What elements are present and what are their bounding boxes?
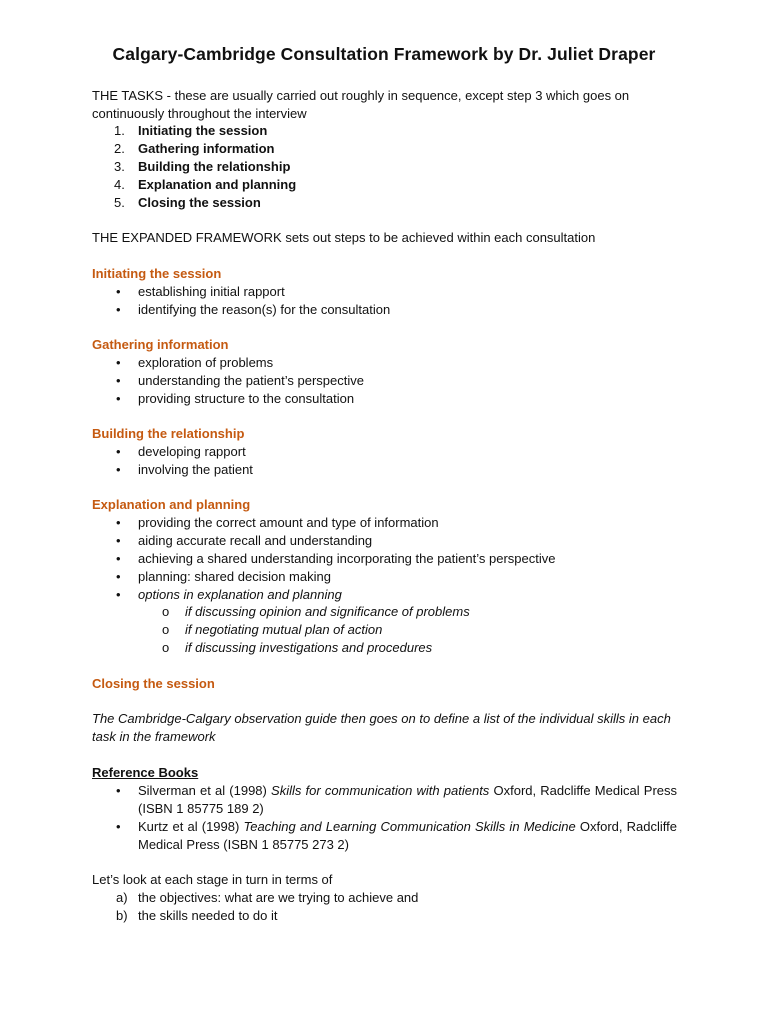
tasks-intro: THE TASKS - these are usually carried out roughly in sequence, except step 3 which goes on continuously throughout the interview <box>92 88 630 121</box>
bullet-glyph: • <box>116 373 121 388</box>
bullet-glyph: • <box>116 587 121 602</box>
section-heading: Building the relationship <box>92 426 245 441</box>
task-number: 4. <box>114 177 125 192</box>
list-item: providing structure to the consultation <box>138 391 355 406</box>
reference-title: Teaching and Learning Communication Skills in Medicine <box>243 819 576 834</box>
list-item: establishing initial rapport <box>138 284 285 299</box>
expanded-intro: THE EXPANDED FRAMEWORK sets out steps to be achieved within each consultation <box>92 230 596 245</box>
closing-item: the skills needed to do it <box>138 908 278 923</box>
reference-item <box>138 818 677 854</box>
sub-list-item: if negotiating mutual plan of action <box>185 622 383 637</box>
sub-bullet-glyph: o <box>162 604 170 619</box>
section-heading: Gathering information <box>92 337 229 352</box>
list-item: identifying the reason(s) for the consultation <box>138 302 391 317</box>
task-number: 3. <box>114 159 125 174</box>
bullet-glyph: • <box>116 444 121 459</box>
task-item: Initiating the session <box>138 123 268 138</box>
task-item: Closing the session <box>138 195 261 210</box>
list-item: developing rapport <box>138 444 246 459</box>
section-heading: Initiating the session <box>92 266 222 281</box>
reference-item <box>138 782 677 818</box>
bullet-glyph: • <box>116 783 121 798</box>
sub-bullet-glyph: o <box>162 622 170 637</box>
closing-letter: b) <box>116 908 128 923</box>
page-title: Calgary-Cambridge Consultation Framework by Dr. Juliet Draper <box>112 44 656 64</box>
list-item: understanding the patient’s perspective <box>138 373 364 388</box>
bullet-glyph: • <box>116 462 121 477</box>
reference-title: Skills for communication with patients <box>271 783 490 798</box>
section-heading: Closing the session <box>92 676 215 691</box>
task-item: Explanation and planning <box>138 177 297 192</box>
sub-bullet-glyph: o <box>162 640 170 655</box>
reference-authors: Silverman et al (1998) <box>138 783 272 798</box>
reference-publisher: Oxford, Radcliffe Medical Press (ISBN 1 85775 273 2) <box>138 819 677 852</box>
list-item: planning: shared decision making <box>138 569 331 584</box>
bullet-glyph: • <box>116 819 121 834</box>
list-item: aiding accurate recall and understanding <box>138 533 373 548</box>
closing-letter: a) <box>116 890 128 905</box>
task-number: 5. <box>114 195 125 210</box>
references-heading: Reference Books <box>92 765 199 780</box>
reference-authors: Kurtz et al (1998) <box>138 819 244 834</box>
observation-note: The Cambridge-Calgary observation guide then goes on to define a list of the individual skills in each task in the framework <box>92 711 671 744</box>
sub-list-item: if discussing investigations and procedures <box>185 640 433 655</box>
list-item: options in explanation and planning <box>138 587 342 602</box>
task-number: 2. <box>114 141 125 156</box>
bullet-glyph: • <box>116 569 121 584</box>
list-item: exploration of problems <box>138 355 274 370</box>
closing-intro: Let’s look at each stage in turn in terms of <box>92 872 333 887</box>
bullet-glyph: • <box>116 284 121 299</box>
task-number: 1. <box>114 123 125 138</box>
bullet-glyph: • <box>116 551 121 566</box>
closing-item: the objectives: what are we trying to achieve and <box>138 890 419 905</box>
sub-list-item: if discussing opinion and significance of problems <box>185 604 470 619</box>
list-item: achieving a shared understanding incorporating the patient’s perspective <box>138 551 556 566</box>
list-item: involving the patient <box>138 462 253 477</box>
bullet-glyph: • <box>116 302 121 317</box>
bullet-glyph: • <box>116 355 121 370</box>
task-item: Building the relationship <box>138 159 291 174</box>
bullet-glyph: • <box>116 533 121 548</box>
bullet-glyph: • <box>116 515 121 530</box>
list-item: providing the correct amount and type of information <box>138 515 439 530</box>
bullet-glyph: • <box>116 391 121 406</box>
reference-publisher: Oxford, Radcliffe Medical Press (ISBN 1 85775 189 2) <box>138 783 677 816</box>
section-heading: Explanation and planning <box>92 497 251 512</box>
task-item: Gathering information <box>138 141 275 156</box>
